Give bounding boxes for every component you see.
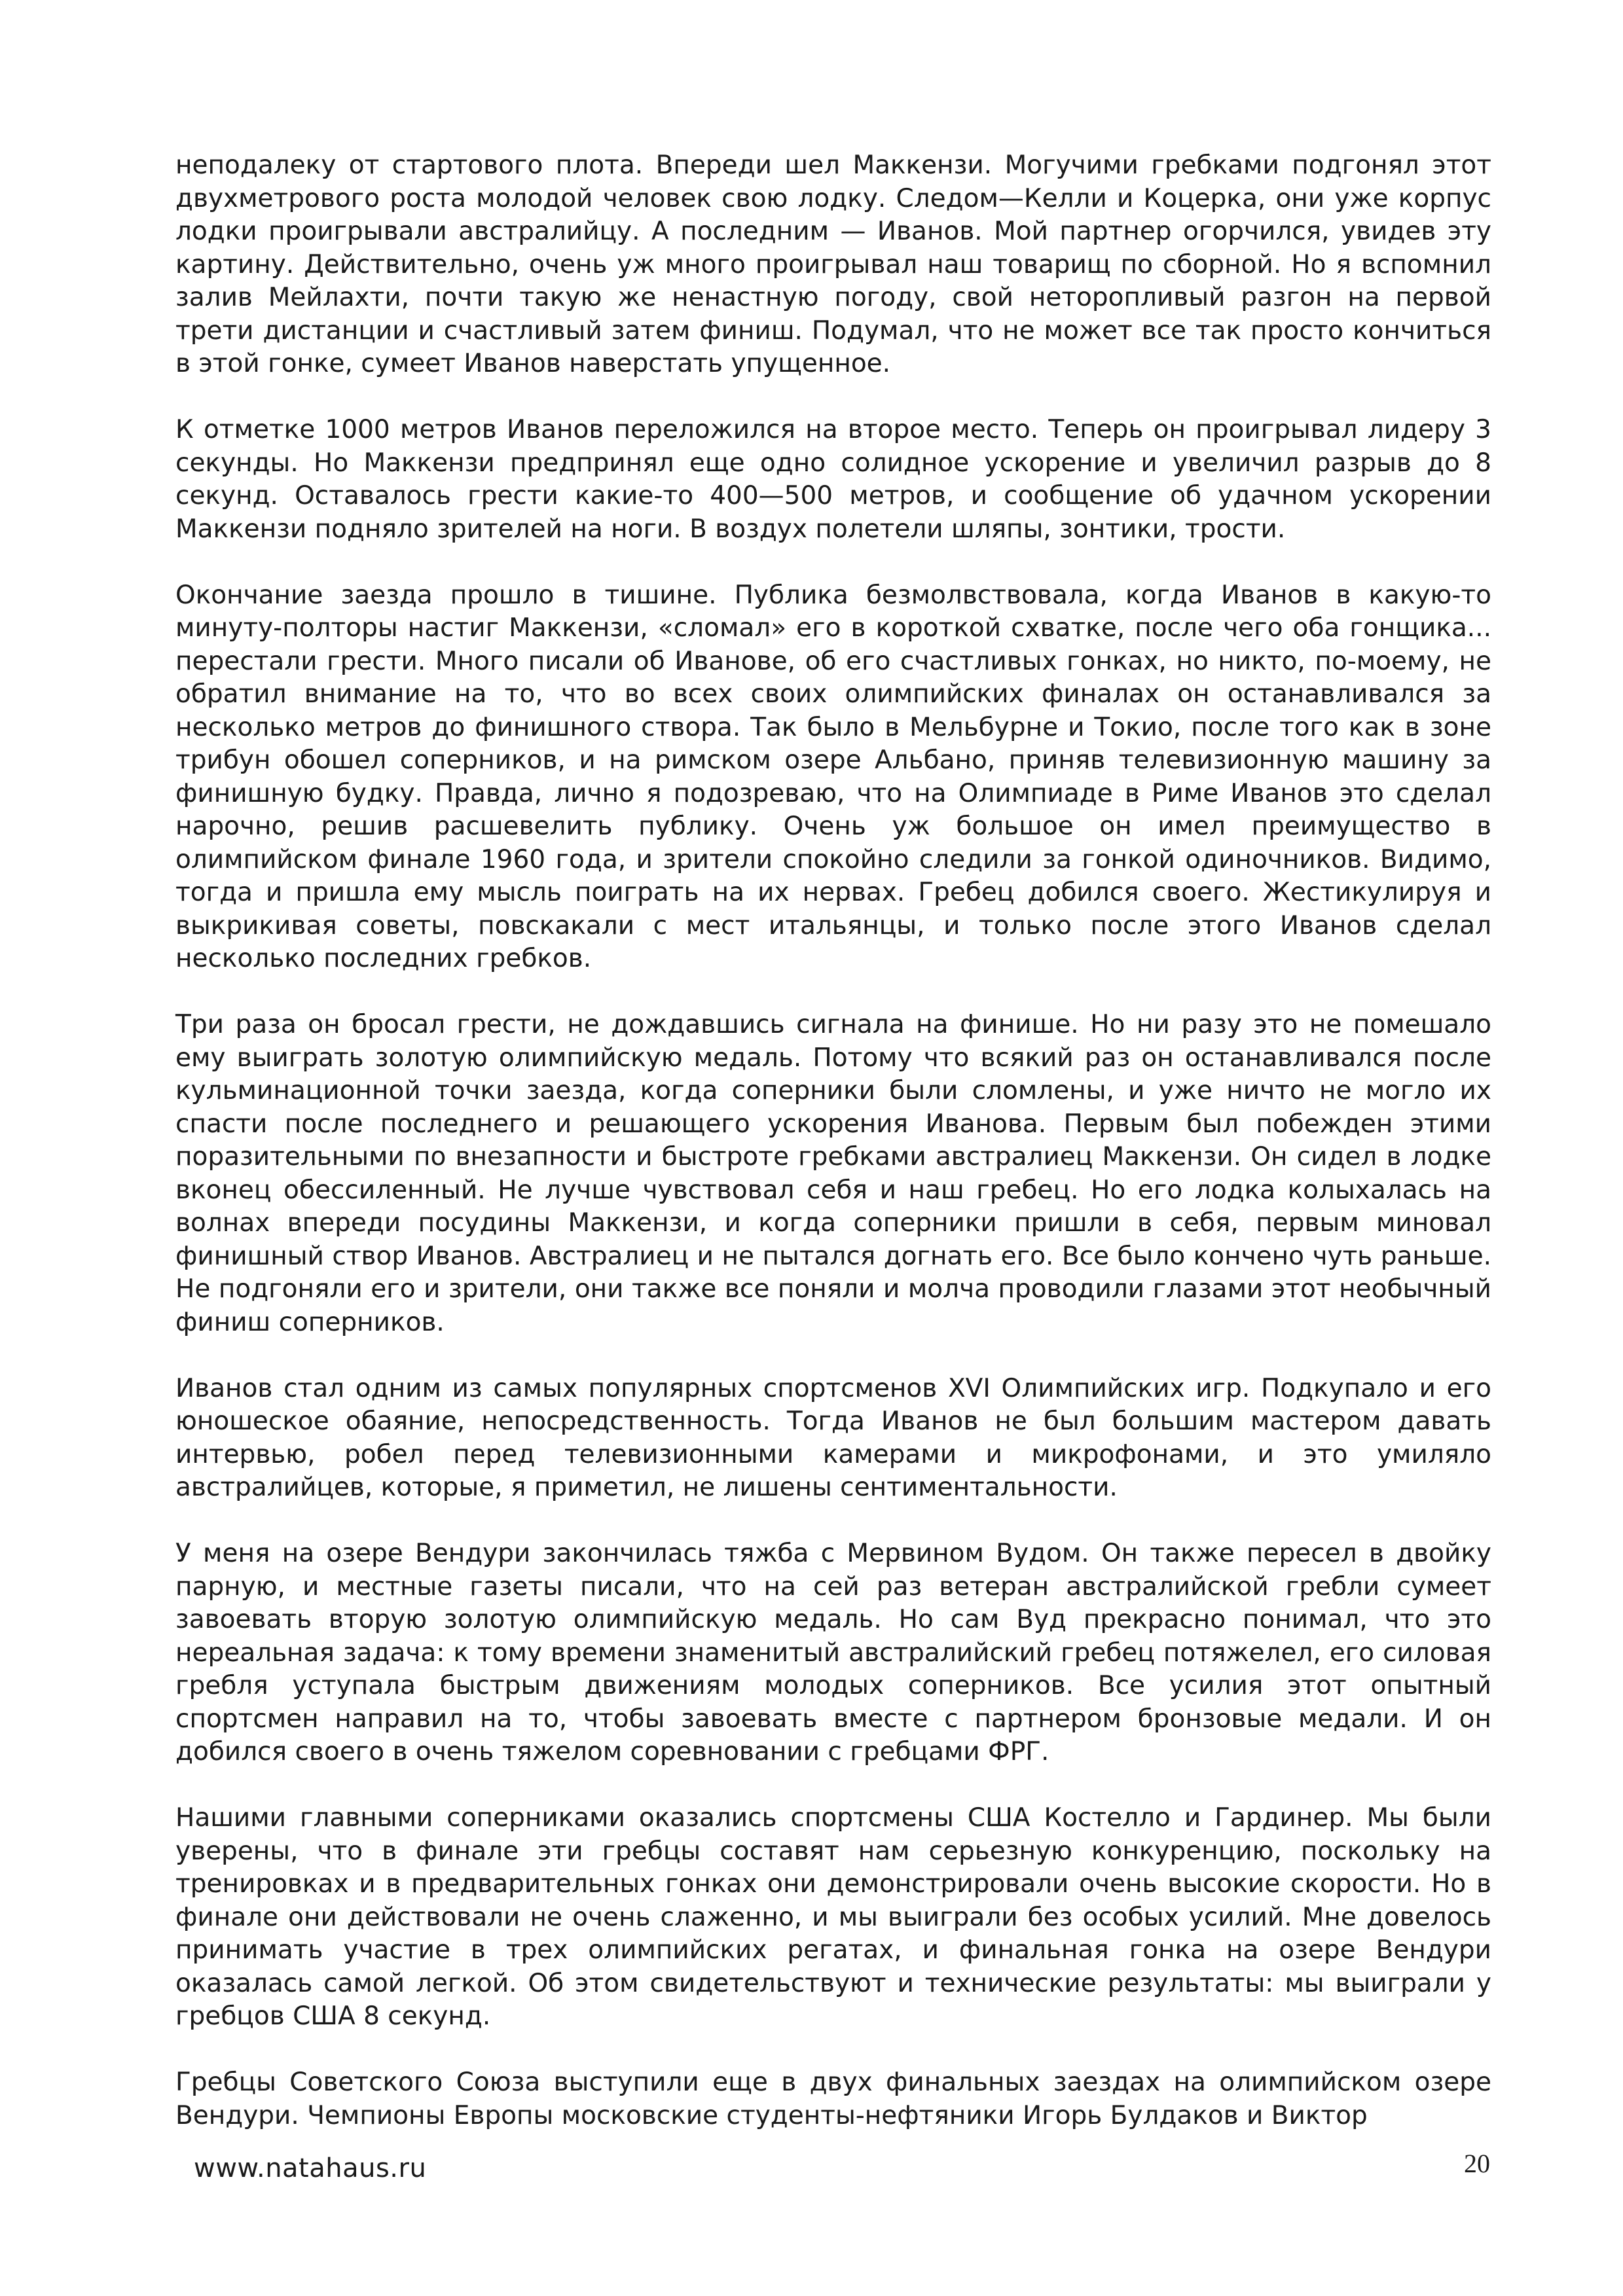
paragraph: неподалеку от стартового плота. Впереди шел Маккензи. Могучими гребками подгонял этот двухметрового роста молодой человек свою лодку. Следом—Келли и Коцерка, они уже корпус лодки проигрывали австралийцу. А последним — Иванов. Мой партнер огорчился, увидев эту картину. Действительно, очень уж много проигрывал наш товарищ по сборной. Но я вспомнил залив Мейлахти, почти такую же ненастную погоду, свой неторопливый разгон на первой трети дистанции и счастливый затем финиш. Подумал, что не может все так просто кончиться в этой гонке, сумеет Иванов наверстать упущенное. xyxy=(175,151,1491,378)
paragraph: Нашими главными соперниками оказались спортсмены США Костелло и Гардинер. Мы были уверены, что в финале эти гребцы составят нам серьезную конкуренцию, поскольку на тренировках и в предварительных гонках они демонстрировали очень высокие скорости. Но в финале они действовали не очень слаженно, и мы выиграли без особых усилий. Мне довелось принимать участие в трех олимпийских регатах, и финальная гонка на озере Вендури оказалась самой легкой. Об этом свидетельствуют и технические результаты: мы выиграли у гребцов США 8 секунд. xyxy=(175,1803,1491,2031)
paragraph: Иванов стал одним из самых популярных спортсменов XVI Олимпийских игр. Подкупало и его юношеское обаяние, непосредственность. Тогда Иванов не был большим мастером давать интервью, робел перед телевизионными камерами и микрофонами, и это умиляло австралийцев, которые, я приметил, не лишены сентиментальности. xyxy=(175,1373,1491,1502)
body-text xyxy=(175,149,1491,2132)
paragraph: Три раза он бросал грести, не дождавшись сигнала на финише. Но ни разу это не помешало ему выиграть золотую олимпийскую медаль. Потому что всякий раз он останавливался после кульминационной точки заезда, когда соперники были сломлены, и уже ничто не могло их спасти после последнего и решающего ускорения Иванова. Первым был побежден этими поразительными по внезапности и быстроте гребками австралиец Маккензи. Он сидел в лодке вконец обессиленный. Не лучше чувствовал себя и наш гребец. Но его лодка колыхалась на волнах впереди посудины Маккензи, и когда соперники пришли в себя, первым миновал финишный створ Иванов. Австралиец и не пытался догнать его. Все было кончено чуть раньше. Не подгоняли его и зрители, они также все поняли и молча проводили глазами этот необычный финиш соперников. xyxy=(175,1010,1491,1337)
paragraph: Окончание заезда прошло в тишине. Публика безмолвствовала, когда Иванов в какую-то минуту-полторы настиг Маккензи, «сломал» его в короткой схватке, после чего оба гонщика... перестали грести. Много писали об Иванове, об его счастливых гонках, но никто, по-моему, не обратил внимание на то, что во всех своих олимпийских финалах он останавливался за несколько метров до финишного створа. Так было в Мельбурне и Токио, после того как в зоне трибун обошел соперников, и на римском озере Альбано, приняв телевизионную машину за финишную будку. Правда, лично я подозреваю, что на Олимпиаде в Риме Иванов это сделал нарочно, решив расшевелить публику. Очень уж большое он имел преимущество в олимпийском финале 1960 года, и зрители спокойно следили за гонкой одиночников. Видимо, тогда и пришла ему мысль поиграть на их нервах. Гребец добился своего. Жестикулируя и выкрикивая советы, повскакали с мест итальянцы, и только после этого Иванов сделал несколько последних гребков. xyxy=(175,580,1491,973)
footer-website-link[interactable]: www.natahaus.ru xyxy=(194,2153,427,2183)
page-number: 20 xyxy=(1464,2149,1490,2178)
paragraph: У меня на озере Вендури закончилась тяжба с Мервином Вудом. Он также пересел в двойку парную, и местные газеты писали, что на сей раз ветеран австралийской гребли сумеет завоевать вторую золотую олимпийскую медаль. Но сам Вуд прекрасно понимал, что это нереальная задача: к тому времени знаменитый австралийский гребец потяжелел, его силовая гребля уступала быстрым движениям молодых соперников. Все усилия этот опытный спортсмен направил на то, чтобы завоевать вместе с партнером бронзовые медали. И он добился своего в очень тяжелом соревновании с гребцами ФРГ. xyxy=(175,1539,1491,1767)
paragraph: Гребцы Советского Союза выступили еще в двух финальных заездах на олимпийском озере Вендури. Чемпионы Европы московские студенты-нефтяники Игорь Булдаков и Виктор xyxy=(175,2068,1491,2130)
paragraph: К отметке 1000 метров Иванов переложился на второе место. Теперь он проигрывал лидеру 3 секунды. Но Маккензи предпринял еще одно солидное ускорение и увеличил разрыв до 8 секунд. Оставалось грести какие-то 400—500 метров, и сообщение об удачном ускорении Маккензи подняло зрителей на ноги. В воздух полетели шляпы, зонтики, трости. xyxy=(175,415,1491,544)
